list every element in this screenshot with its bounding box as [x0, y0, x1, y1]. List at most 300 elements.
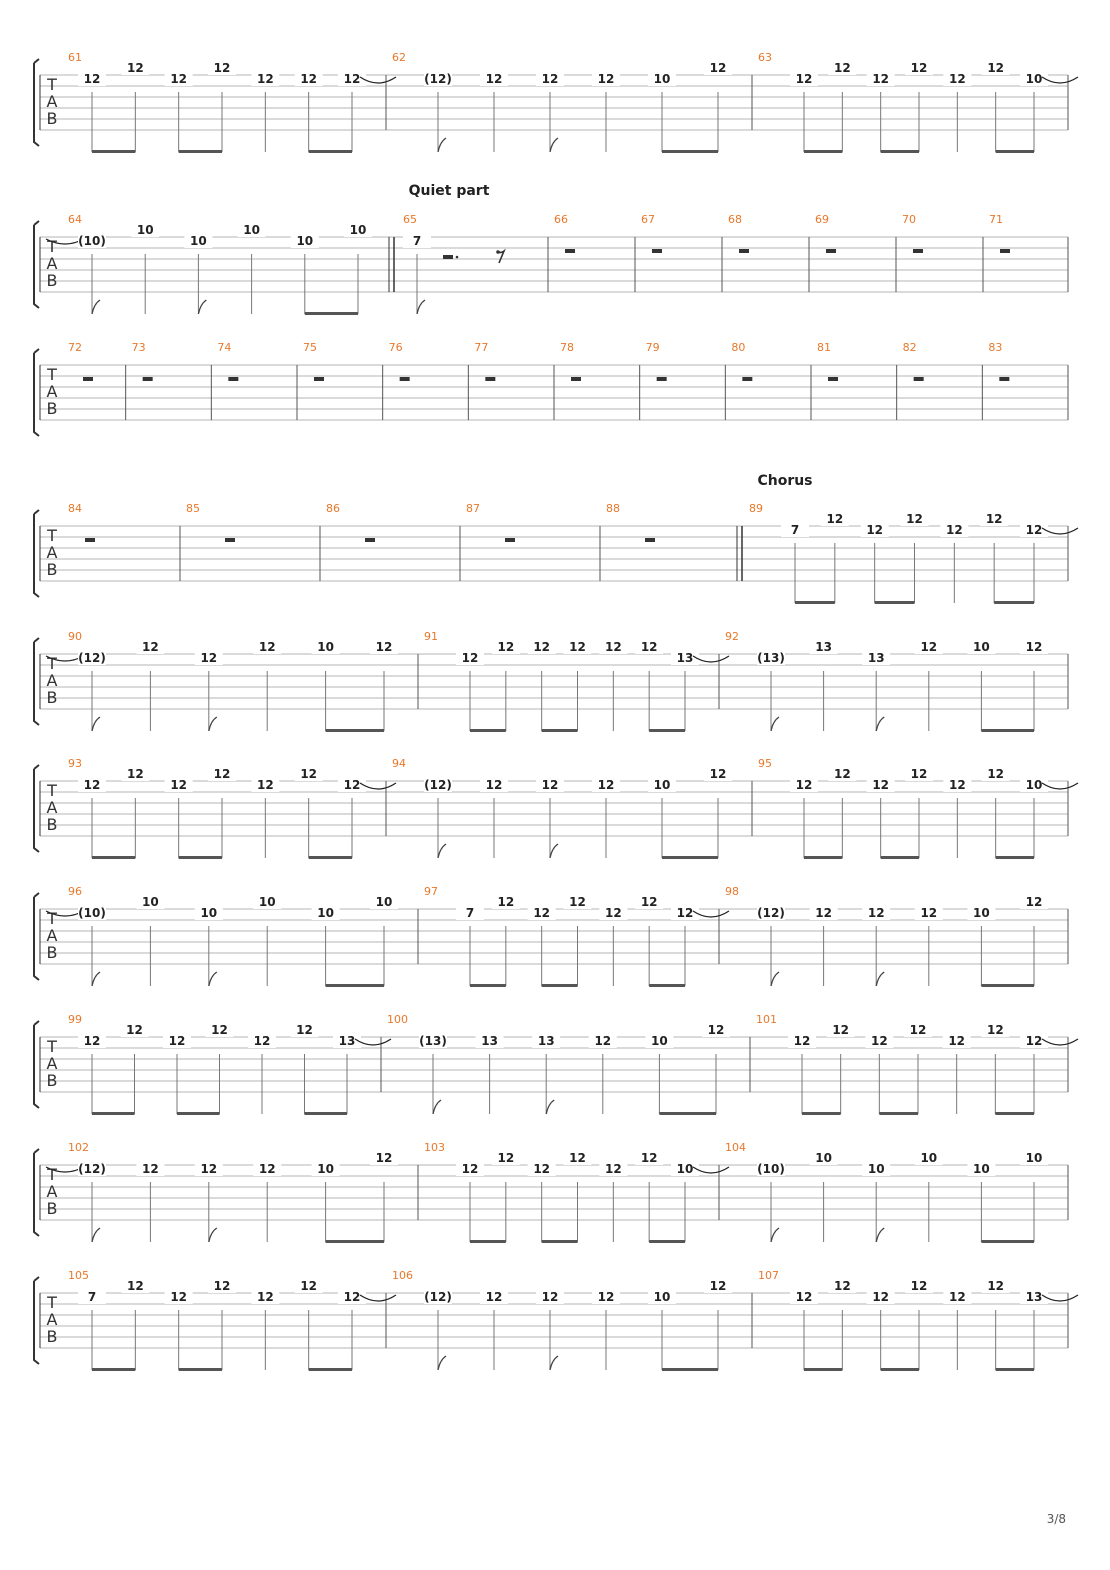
note-flag: [92, 717, 100, 731]
fret-number: (12): [78, 651, 106, 665]
note-flag: [438, 138, 446, 152]
measure: [132, 341, 212, 420]
measure: [606, 502, 742, 581]
fret-number: 12: [213, 61, 231, 75]
tab-clef-letter: T: [47, 237, 57, 256]
tab-system: [34, 1013, 1078, 1115]
system-bracket: [34, 349, 39, 436]
whole-rest: [400, 377, 410, 381]
whole-rest: [83, 377, 93, 381]
beam: [996, 856, 1034, 859]
measure: [68, 341, 126, 420]
fret-number: 12: [795, 1290, 813, 1304]
measure-number: 70: [902, 213, 916, 226]
fret-number: 12: [497, 1151, 515, 1165]
fret-number: 12: [200, 1162, 218, 1176]
fret-number: 12: [213, 767, 231, 781]
tab-system: [34, 757, 1078, 859]
measure-number: 100: [387, 1013, 408, 1026]
beam: [649, 729, 685, 732]
fret-number: 12: [815, 906, 832, 920]
fret-number: 10: [190, 234, 207, 248]
fret-number: (13): [419, 1034, 447, 1048]
page-number: 3/8: [1046, 1512, 1066, 1526]
measure: [387, 1013, 750, 1115]
measure: [186, 502, 320, 581]
fret-number: 13: [867, 651, 885, 665]
measure: [903, 341, 983, 420]
beam: [804, 150, 842, 153]
fret-number: 10: [136, 223, 154, 237]
whole-rest: [828, 377, 838, 381]
note-flag: [433, 1100, 441, 1114]
fret-number: (10): [78, 234, 106, 248]
fret-number: 12: [833, 61, 851, 75]
whole-rest: [1000, 249, 1010, 253]
fret-number: 12: [640, 640, 658, 654]
system-bracket: [34, 765, 39, 852]
fret-number: 12: [945, 523, 963, 537]
system-bracket: [34, 1021, 39, 1108]
fret-number: 12: [213, 1279, 231, 1293]
whole-rest: [314, 377, 324, 381]
tab-clef-letter: T: [47, 526, 57, 545]
fret-number: 10: [973, 906, 990, 920]
fret-number: 12: [296, 1023, 313, 1037]
whole-rest: [742, 377, 752, 381]
fret-number: 12: [594, 1034, 612, 1048]
fret-number: 12: [300, 767, 318, 781]
fret-number: (10): [757, 1162, 785, 1176]
tab-system: [34, 630, 1068, 732]
fret-number: 12: [707, 1023, 725, 1037]
tab-clef-letter: B: [46, 560, 58, 579]
beam: [881, 1368, 919, 1371]
tab-clef-letter: A: [46, 1310, 58, 1329]
fret-number: 12: [485, 72, 503, 86]
fret-number: 10: [920, 1151, 938, 1165]
fret-number: 12: [168, 1034, 186, 1048]
fret-number: 7: [412, 234, 422, 248]
whole-rest: [999, 377, 1009, 381]
whole-rest: [645, 538, 655, 542]
fret-number: 10: [317, 640, 334, 654]
fret-number: 12: [258, 1162, 276, 1176]
fret-number: 12: [461, 1162, 479, 1176]
beam: [804, 856, 842, 859]
system-bracket: [34, 893, 39, 980]
fret-number: 12: [126, 1279, 144, 1293]
fret-number: 12: [909, 1023, 927, 1037]
measure-number: 97: [424, 885, 438, 898]
measure-number: 72: [68, 341, 82, 354]
fret-number: 10: [296, 234, 314, 248]
fret-number: 12: [541, 72, 559, 86]
measure-number: 99: [68, 1013, 82, 1026]
whole-rest: [739, 249, 749, 253]
note-flag: [876, 717, 884, 731]
measure: [902, 213, 983, 292]
tab-clef-letter: A: [46, 926, 58, 945]
tab-clef-letter: T: [47, 1037, 57, 1056]
fret-number: 12: [1025, 895, 1043, 909]
fret-number: 12: [872, 72, 890, 86]
fret-number: 12: [170, 778, 188, 792]
tab-clef-letter: T: [47, 365, 57, 384]
measure-number: 88: [606, 502, 620, 515]
fret-number: 12: [872, 1290, 890, 1304]
measure-number: 68: [728, 213, 742, 226]
tab-system: [34, 502, 1078, 604]
tab-system: [34, 1269, 1078, 1371]
fret-number: 12: [375, 640, 393, 654]
fret-number: 10: [1025, 1151, 1043, 1165]
measure: [554, 213, 635, 292]
fret-number: 13: [537, 1034, 555, 1048]
fret-number: 7: [465, 906, 475, 920]
note-flag: [546, 1100, 554, 1114]
fret-number: 12: [541, 778, 559, 792]
beam: [542, 729, 578, 732]
fret-number: 13: [676, 651, 694, 665]
fret-number: 7: [87, 1290, 97, 1304]
beam: [795, 601, 835, 604]
measure-number: 71: [989, 213, 1003, 226]
beam: [996, 150, 1034, 153]
whole-rest: [143, 377, 153, 381]
fret-number: 12: [906, 512, 923, 526]
measure-number: 106: [392, 1269, 413, 1282]
whole-rest: [85, 538, 95, 542]
tab-clef-letter: A: [46, 382, 58, 401]
fret-number: 12: [485, 1290, 503, 1304]
fret-number: 10: [653, 72, 671, 86]
beam: [326, 729, 384, 732]
measure: [46, 213, 394, 315]
eighth-rest: [496, 250, 500, 254]
tab-clef-letter: T: [47, 781, 57, 800]
whole-rest: [913, 249, 923, 253]
fret-number: 12: [597, 778, 615, 792]
fret-number: 12: [485, 778, 503, 792]
fret-number: 12: [83, 778, 101, 792]
fret-number: 12: [948, 778, 966, 792]
tab-clef-letter: B: [46, 1199, 58, 1218]
fret-number: 12: [866, 523, 884, 537]
whole-rest: [228, 377, 238, 381]
beam: [326, 1240, 384, 1243]
measure: [392, 757, 752, 859]
beam: [881, 856, 919, 859]
note-flag: [198, 300, 206, 314]
half-rest: [443, 255, 453, 259]
measure-number: 63: [758, 51, 772, 64]
measure: [392, 1269, 752, 1371]
measure-number: 77: [474, 341, 489, 354]
tab-system: [34, 1141, 1068, 1243]
fret-number: 12: [533, 1162, 551, 1176]
fret-number: 12: [256, 778, 274, 792]
measure: [424, 630, 729, 732]
fret-number: 12: [920, 640, 938, 654]
measure: [326, 502, 460, 581]
fret-number: 12: [256, 1290, 274, 1304]
fret-number: 10: [317, 906, 334, 920]
measure: [988, 341, 1009, 381]
beam: [470, 729, 506, 732]
note-flag: [438, 844, 446, 858]
fret-number: 10: [973, 640, 990, 654]
fret-number: 12: [533, 906, 551, 920]
measure: [815, 213, 896, 292]
measure-number: 85: [186, 502, 200, 515]
fret-number: 10: [375, 895, 393, 909]
measure: [725, 1141, 1048, 1243]
fret-number: 10: [815, 1151, 832, 1165]
measure: [392, 51, 752, 153]
fret-number: 12: [83, 1034, 101, 1048]
note-flag: [92, 972, 100, 986]
fret-number: 12: [910, 767, 928, 781]
note-flag: [550, 138, 558, 152]
fret-number: 12: [597, 1290, 615, 1304]
fret-number: 10: [867, 1162, 885, 1176]
beam: [305, 312, 358, 315]
fret-number: 12: [1025, 523, 1043, 537]
beam: [875, 601, 915, 604]
fret-number: 12: [375, 1151, 393, 1165]
dot: [456, 256, 459, 259]
tab-clef-letter: B: [46, 943, 58, 962]
fret-number: 12: [1025, 640, 1043, 654]
measure-number: 73: [131, 341, 146, 354]
fret-number: 10: [653, 1290, 671, 1304]
fret-number: 12: [497, 895, 515, 909]
tab-clef-letter: B: [46, 271, 58, 290]
measure: [728, 213, 809, 292]
fret-number: 12: [676, 906, 694, 920]
fret-number: 10: [349, 223, 367, 237]
beam: [542, 1240, 578, 1243]
measure: [68, 1013, 391, 1115]
beam: [994, 601, 1034, 604]
tab-clef-letter: A: [46, 254, 58, 273]
measure-number: 90: [68, 630, 82, 643]
measure: [46, 1141, 418, 1243]
tab-clef-letter: T: [47, 1293, 57, 1312]
whole-rest: [505, 538, 515, 542]
measure-number: 80: [731, 341, 746, 354]
beam: [981, 729, 1034, 732]
measure: [424, 1141, 729, 1243]
fret-number: 12: [343, 72, 361, 86]
fret-number: 12: [920, 906, 938, 920]
measure: [68, 757, 396, 859]
measure-number: 86: [326, 502, 340, 515]
fret-number: 13: [1025, 1290, 1043, 1304]
measure: [758, 51, 1078, 153]
fret-number: 13: [481, 1034, 498, 1048]
measure-number: 83: [988, 341, 1003, 354]
measure: [466, 502, 600, 581]
beam: [662, 150, 718, 153]
measure-number: 75: [303, 341, 317, 354]
fret-number: 12: [987, 1279, 1005, 1293]
system-bracket: [34, 221, 39, 308]
note-flag: [771, 717, 779, 731]
note-flag: [550, 844, 558, 858]
note-flag: [876, 1228, 884, 1242]
tab-clef-letter: A: [46, 1054, 58, 1073]
beam: [879, 1112, 918, 1115]
beam: [981, 1240, 1034, 1243]
fret-number: 12: [170, 1290, 188, 1304]
fret-number: 12: [948, 1290, 966, 1304]
measure-number: 81: [817, 341, 831, 354]
fret-number: 12: [795, 72, 813, 86]
measure: [46, 885, 418, 987]
beam: [309, 856, 352, 859]
fret-number: 12: [83, 72, 101, 86]
measure: [989, 213, 1010, 253]
note-flag: [771, 1228, 779, 1242]
measure: [46, 630, 418, 732]
measure-number: 62: [392, 51, 406, 64]
measure-number: 76: [388, 341, 403, 354]
fret-number: 12: [832, 1023, 850, 1037]
measure: [731, 341, 811, 420]
fret-number: (12): [757, 906, 785, 920]
fret-number: 12: [126, 61, 144, 75]
fret-number: 10: [1025, 72, 1043, 86]
measure: [68, 51, 396, 153]
fret-number: 12: [987, 61, 1005, 75]
measure-number: 107: [758, 1269, 779, 1282]
note-flag: [771, 972, 779, 986]
measure: [641, 213, 722, 292]
measure-number: 64: [68, 213, 82, 226]
measure-number: 89: [749, 502, 763, 515]
measure-number: 79: [645, 341, 660, 354]
fret-number: 12: [533, 640, 551, 654]
beam: [804, 1368, 842, 1371]
beam: [649, 1240, 685, 1243]
fret-number: 12: [1025, 1034, 1043, 1048]
system-bracket: [34, 59, 39, 146]
beam: [662, 1368, 718, 1371]
fret-number: 12: [569, 1151, 586, 1165]
fret-number: 12: [709, 1279, 727, 1293]
tab-system: [34, 341, 1068, 436]
fret-number: 12: [870, 1034, 888, 1048]
fret-number: 10: [1025, 778, 1043, 792]
fret-number: 12: [604, 906, 622, 920]
fret-number: 10: [142, 895, 159, 909]
measure-number: 91: [424, 630, 438, 643]
measure-number: 101: [756, 1013, 777, 1026]
fret-number: 12: [569, 640, 586, 654]
whole-rest: [914, 377, 924, 381]
beam: [470, 984, 506, 987]
tab-clef-letter: T: [47, 654, 57, 673]
note-flag: [209, 1228, 217, 1242]
tab-clef-letter: T: [47, 1165, 57, 1184]
measure-number: 87: [466, 502, 480, 515]
measure: [756, 1013, 1078, 1115]
fret-number: 12: [142, 640, 159, 654]
beam: [179, 856, 222, 859]
note-flag: [92, 1228, 100, 1242]
measure: [646, 341, 726, 420]
measure-number: 78: [560, 341, 574, 354]
beam: [326, 984, 384, 987]
beam: [981, 984, 1034, 987]
fret-number: 12: [126, 1023, 143, 1037]
measure-number: 94: [392, 757, 406, 770]
fret-number: 12: [640, 895, 658, 909]
fret-number: 12: [985, 512, 1003, 526]
measure: [758, 1269, 1078, 1371]
beam: [309, 150, 352, 153]
fret-number: 12: [709, 767, 727, 781]
tab-clef-letter: A: [46, 1182, 58, 1201]
fret-number: 12: [867, 906, 885, 920]
beam: [881, 150, 919, 153]
system-bracket: [34, 510, 39, 597]
tab-system: [34, 885, 1068, 987]
fret-number: 12: [986, 1023, 1004, 1037]
note-flag: [209, 972, 217, 986]
tab-clef-letter: T: [47, 909, 57, 928]
whole-rest: [565, 249, 575, 253]
tab-clef-letter: A: [46, 798, 58, 817]
measure: [817, 341, 897, 420]
tab-clef-letter: B: [46, 815, 58, 834]
tab-clef-letter: A: [46, 92, 58, 111]
measure-number: 92: [725, 630, 739, 643]
measure: [474, 341, 554, 420]
note-flag: [209, 717, 217, 731]
tab-clef-letter: B: [46, 109, 58, 128]
fret-number: 10: [653, 778, 671, 792]
measure-number: 61: [68, 51, 82, 64]
measure-number: 65: [403, 213, 417, 226]
fret-number: 12: [569, 895, 586, 909]
whole-rest: [652, 249, 662, 253]
measure: [68, 502, 180, 581]
fret-number: (13): [757, 651, 785, 665]
fret-number: 12: [948, 1034, 966, 1048]
fret-number: 12: [253, 1034, 271, 1048]
fret-number: 12: [709, 61, 727, 75]
fret-number: 12: [910, 61, 928, 75]
whole-rest: [225, 538, 235, 542]
beam: [309, 1368, 352, 1371]
note-flag: [417, 300, 425, 314]
measure-number: 93: [68, 757, 82, 770]
beam: [92, 856, 135, 859]
beam: [92, 1368, 135, 1371]
fret-number: 10: [200, 906, 218, 920]
fret-number: 12: [826, 512, 844, 526]
section-label: Chorus: [757, 473, 813, 489]
fret-number: 12: [910, 1279, 928, 1293]
fret-number: 13: [338, 1034, 356, 1048]
fret-number: 12: [833, 1279, 851, 1293]
measure: [389, 341, 469, 420]
fret-number: 12: [948, 72, 966, 86]
beam: [92, 150, 135, 153]
